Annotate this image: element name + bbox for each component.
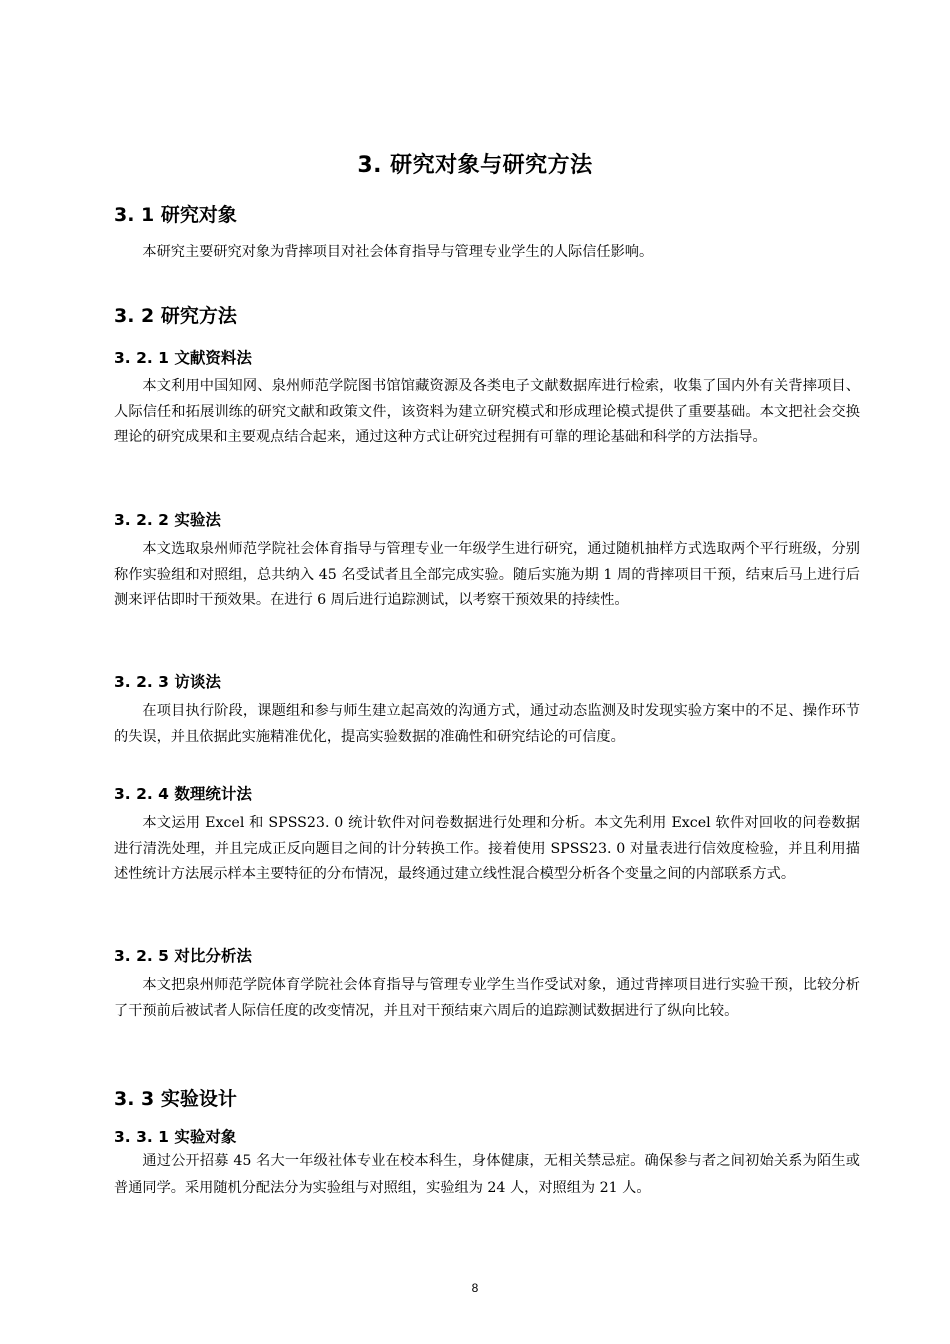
chapter-title: 3. 研究对象与研究方法 bbox=[357, 153, 593, 178]
subsection-3-3-1-paragraph: 通过公开招募 45 名大一年级社体专业在校本科生，身体健康，无相关禁忌症。确保参与者之间初始关系为陌生或普通同学。采用随机分配法分为实验组与对照组，实验组为 24 人，对照组为 21 人。 bbox=[114, 1153, 860, 1196]
subsection-3-2-3-paragraph: 在项目执行阶段，课题组和参与师生建立起高效的沟通方式，通过动态监测及时发现实验方案中的不足、操作环节的失误，并且依据此实施精准优化，提高实验数据的准确性和研究结论的可信度。 bbox=[114, 703, 860, 745]
page-number: 8 bbox=[471, 1281, 479, 1295]
subsection-heading-3-2-4: 3. 2. 4 数理统计法 bbox=[114, 785, 252, 803]
subsection-heading-3-2-2: 3. 2. 2 实验法 bbox=[114, 511, 221, 529]
subsection-3-2-5-paragraph: 本文把泉州师范学院体育学院社会体育指导与管理专业学生当作受试对象，通过背摔项目进行实验干预，比较分析了干预前后被试者人际信任度的改变情况，并且对干预结束六周后的追踪测试数据进行了纵向比较。 bbox=[114, 977, 860, 1019]
section-heading-3-2: 3. 2 研究方法 bbox=[114, 305, 237, 327]
subsection-3-2-4-paragraph: 本文运用 Excel 和 SPSS23. 0 统计软件对问卷数据进行处理和分析。本文先利用 Excel 软件对回收的问卷数据进行清洗处理，并且完成正反向题目之间的计分转换工作。接着使用 SPSS23. 0 对量表进行信效度检验，并且利用描述性统计方法展示样本主要特征的分布情况，最终通过建立线性混合模型分析各个变量之间的内部联系方式。 bbox=[114, 815, 860, 882]
subsection-heading-3-2-3: 3. 2. 3 访谈法 bbox=[114, 673, 221, 691]
section-heading-3-1: 3. 1 研究对象 bbox=[114, 204, 237, 226]
subsection-heading-3-3-1: 3. 3. 1 实验对象 bbox=[114, 1128, 237, 1146]
subsection-3-2-2-paragraph: 本文选取泉州师范学院社会体育指导与管理专业一年级学生进行研究，通过随机抽样方式选取两个平行班级，分别称作实验组和对照组，总共纳入 45 名受试者且全部完成实验。随后实施为期 1 周的背摔项目干预，结束后马上进行后测来评估即时干预效果。在进行 6 周后进行追踪测试，以考察干预效果的持续性。 bbox=[114, 541, 860, 608]
subsection-heading-3-2-1: 3. 2. 1 文献资料法 bbox=[114, 349, 252, 367]
section-heading-3-3: 3. 3 实验设计 bbox=[114, 1088, 237, 1110]
subsection-heading-3-2-5: 3. 2. 5 对比分析法 bbox=[114, 947, 252, 965]
section-3-1-paragraph: 本研究主要研究对象为背摔项目对社会体育指导与管理专业学生的人际信任影响。 bbox=[142, 244, 654, 260]
subsection-3-2-1-paragraph: 本文利用中国知网、泉州师范学院图书馆馆藏资源及各类电子文献数据库进行检索，收集了国内外有关背摔项目、人际信任和拓展训练的研究文献和政策文件，该资料为建立研究模式和形成理论模式提供了重要基础。本文把社会交换理论的研究成果和主要观点结合起来，通过这种方式让研究过程拥有可靠的理论基础和科学的方法指导。 bbox=[114, 378, 860, 445]
